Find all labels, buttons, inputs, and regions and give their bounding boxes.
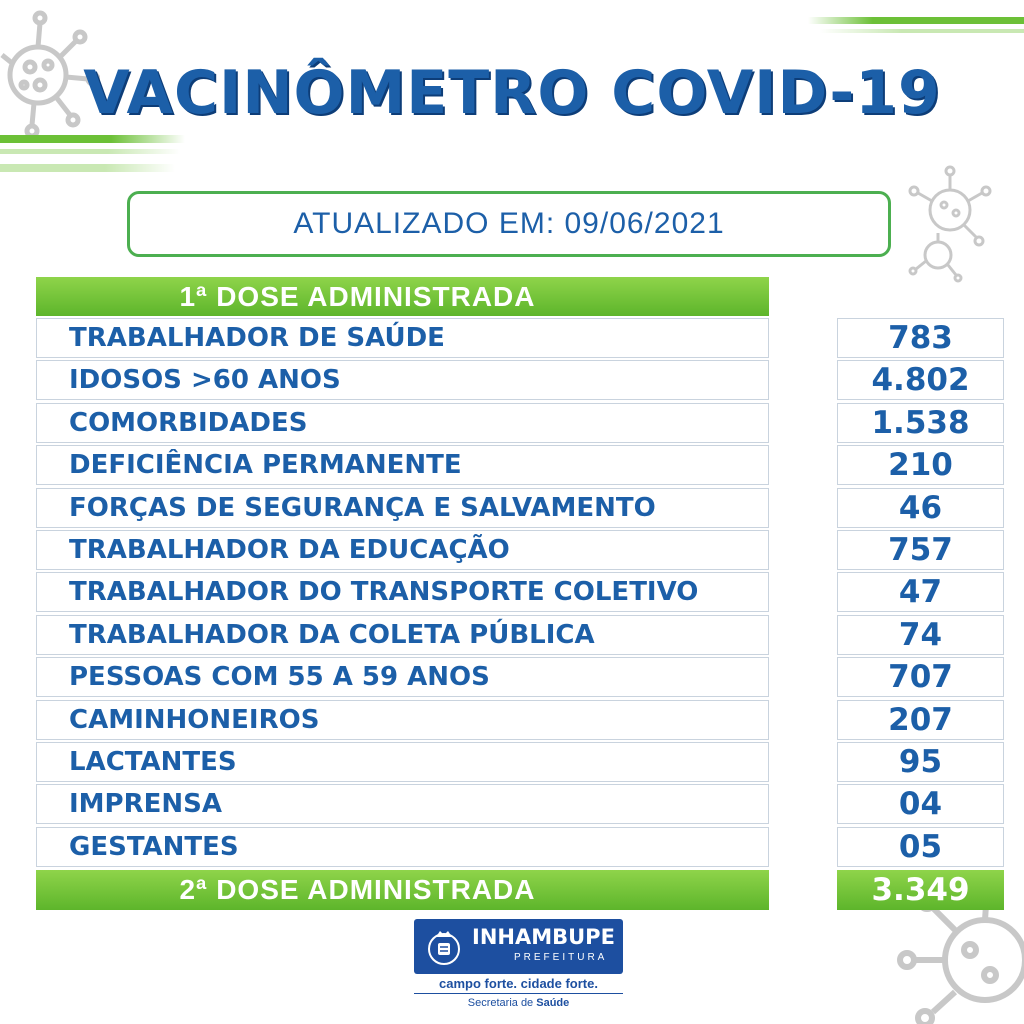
row-value: 04 (837, 784, 1004, 824)
first-dose-header: 1ª DOSE ADMINISTRADA (36, 277, 769, 316)
row-label: TRABALHADOR DE SAÚDE (36, 318, 769, 358)
secretaria-label: Secretaria de Saúde (467, 997, 570, 1009)
row-value: 47 (837, 572, 1004, 612)
row-label: DEFICIÊNCIA PERMANENTE (36, 445, 769, 485)
row-value: 05 (837, 827, 1004, 867)
row-value: 707 (837, 657, 1004, 697)
row-label: TRABALHADOR DO TRANSPORTE COLETIVO (36, 572, 769, 612)
updated-date: ATUALIZADO EM: 09/06/2021 (127, 191, 891, 257)
row-label: COMORBIDADES (36, 403, 769, 443)
logo-name: INHAMBUPE (472, 925, 615, 949)
second-dose-value: 3.349 (837, 870, 1004, 910)
row-value: 207 (837, 700, 1004, 740)
row-label: FORÇAS DE SEGURANÇA E SALVAMENTO (36, 488, 769, 528)
row-value: 74 (837, 615, 1004, 655)
second-dose-label: 2ª DOSE ADMINISTRADA (36, 870, 769, 910)
row-value: 757 (837, 530, 1004, 570)
divider (414, 993, 623, 994)
decor-stripe (0, 164, 175, 172)
decor-stripe (820, 29, 1024, 33)
row-label: TRABALHADOR DA EDUCAÇÃO (36, 530, 769, 570)
decor-stripe (0, 135, 185, 143)
row-value: 46 (837, 488, 1004, 528)
row-value: 95 (837, 742, 1004, 782)
row-value: 210 (837, 445, 1004, 485)
page-title: VACINÔMETRO COVID-19 (83, 58, 941, 128)
coat-of-arms-icon (424, 927, 464, 967)
virus-icon (900, 165, 1000, 285)
row-label: LACTANTES (36, 742, 769, 782)
row-label: TRABALHADOR DA COLETA PÚBLICA (36, 615, 769, 655)
slogan: campo forte. cidade forte. (439, 976, 598, 991)
logo-subtitle: PREFEITURA (514, 952, 608, 963)
row-label: PESSOAS COM 55 A 59 ANOS (36, 657, 769, 697)
row-value: 783 (837, 318, 1004, 358)
city-logo (414, 919, 623, 974)
decor-stripe (0, 149, 180, 154)
row-value: 4.802 (837, 360, 1004, 400)
row-label: IDOSOS >60 ANOS (36, 360, 769, 400)
row-value: 1.538 (837, 403, 1004, 443)
row-label: IMPRENSA (36, 784, 769, 824)
decor-stripe (808, 17, 1024, 24)
row-label: CAMINHONEIROS (36, 700, 769, 740)
row-label: GESTANTES (36, 827, 769, 867)
